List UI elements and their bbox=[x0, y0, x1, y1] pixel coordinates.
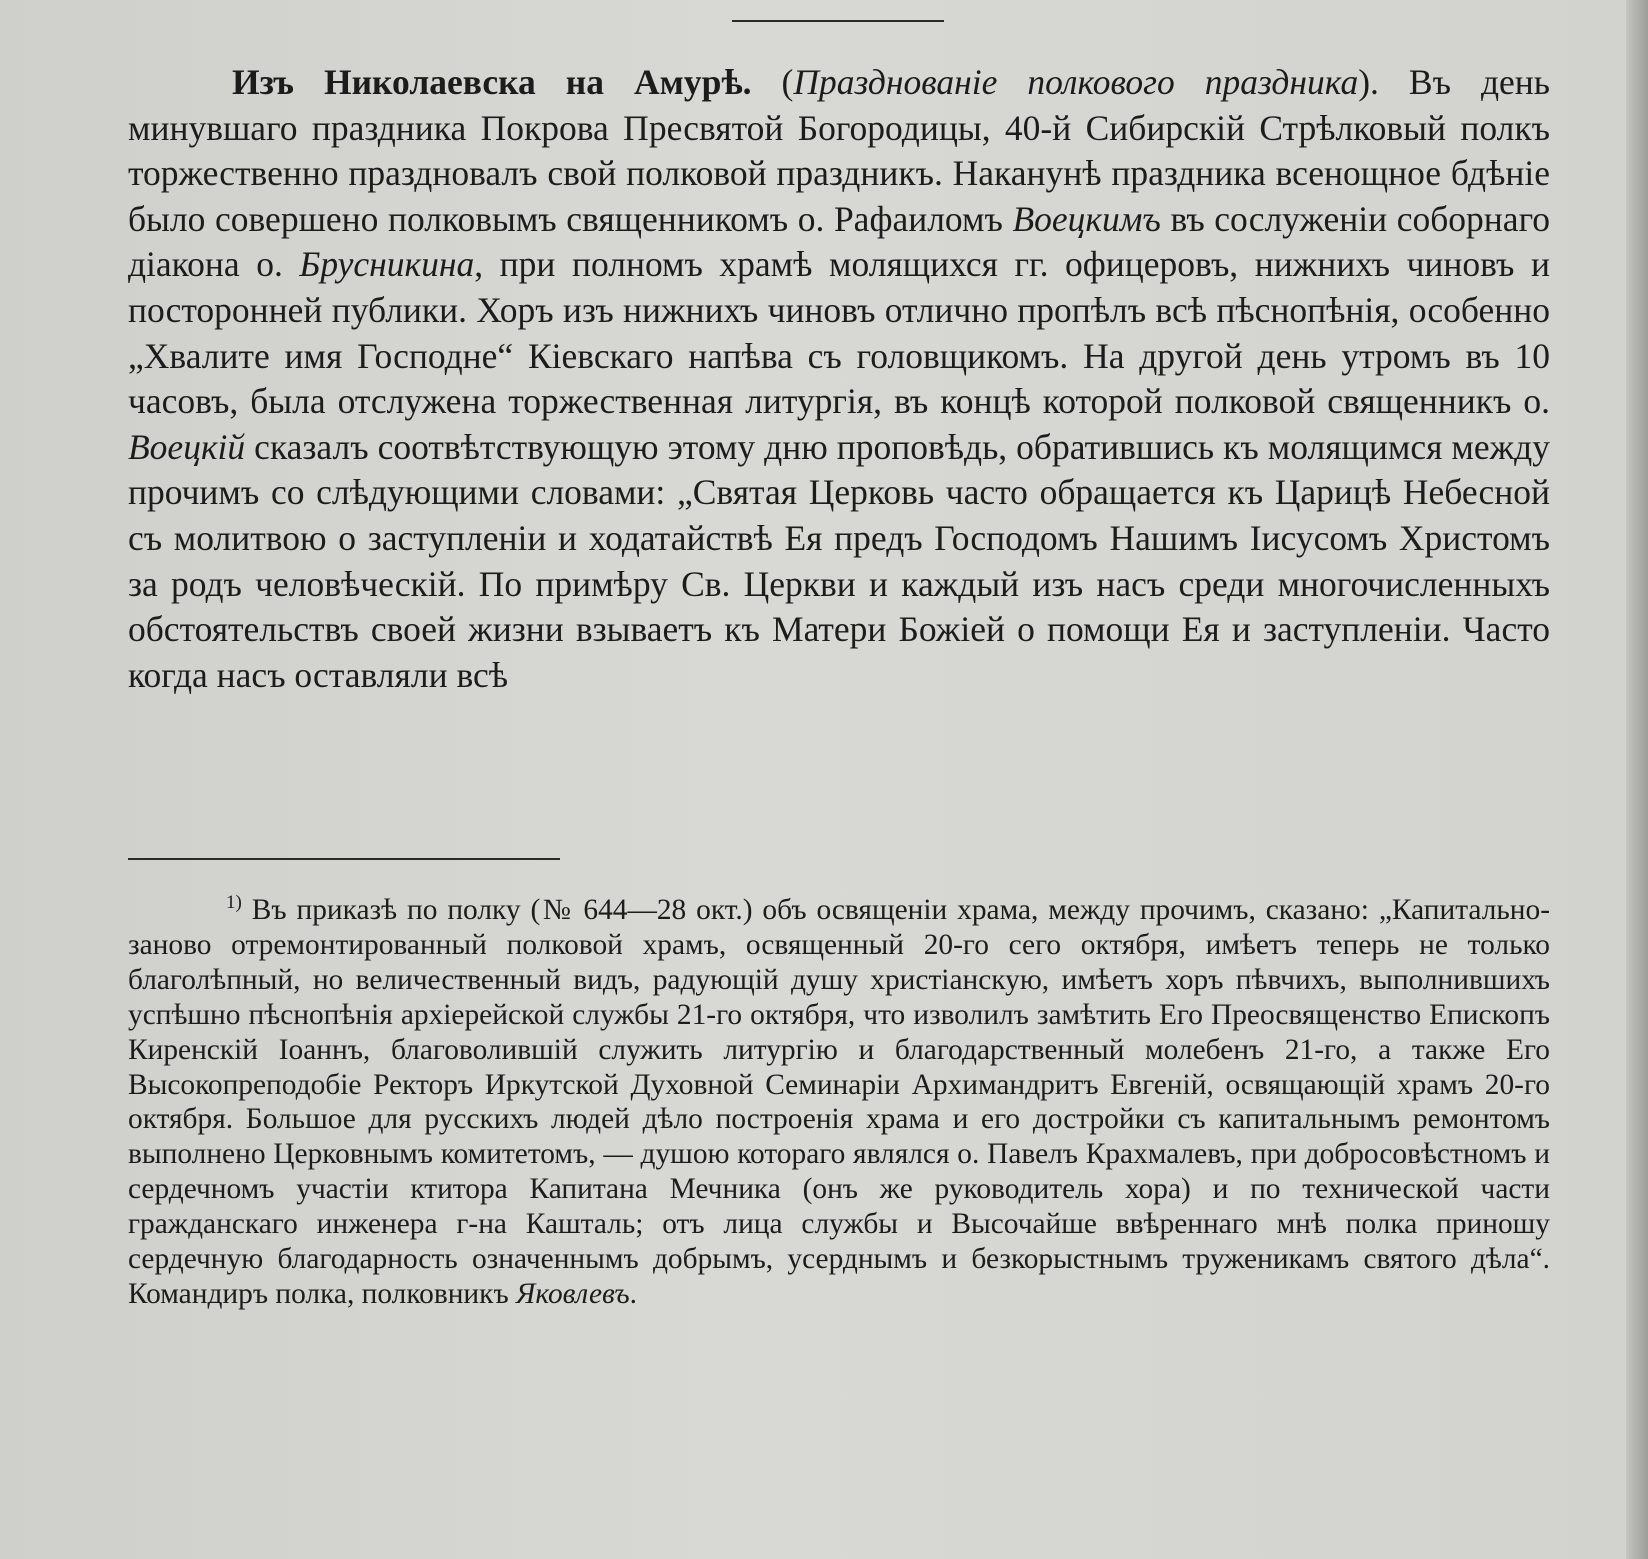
priest-name-voetsky-2: Воецкій bbox=[128, 426, 246, 467]
section-divider-rule bbox=[732, 20, 944, 22]
priest-name-voetsky: Воецкимъ bbox=[1012, 198, 1161, 239]
subheading-open-paren: ( bbox=[751, 62, 794, 102]
article-text-part-1: Въ день минувшаго праздника Покрова Пресвятой Богородицы, 40-й Сибирскій Стрѣлковый полкъ торжественно праздновалъ свой полковой праздникъ. Наканунѣ праздника всенощное бдѣніе было совершено полковымъ священникомъ о. Рафаиломъ bbox=[128, 62, 1550, 239]
article-text-part-3: , при полномъ храмѣ молящихся гг. офицеровъ, нижнихъ чиновъ и посторонней публики. Хоръ изъ нижнихъ чиновъ отлично пропѣлъ всѣ пѣснопѣнія, особенно „Хвалите имя Господне“ Кіевскаго напѣва съ головщикомъ. На другой день утромъ въ 10 часовъ, была отслужена торжественная литургія, въ концѣ которой полковой священникъ о. bbox=[128, 244, 1550, 422]
deacon-name-brusnikin: Брусникина bbox=[299, 244, 475, 285]
footnote-paragraph bbox=[128, 893, 1550, 1312]
subheading-close-paren: ). bbox=[1358, 62, 1379, 102]
footnote-end: . bbox=[629, 1277, 637, 1310]
footnote bbox=[128, 893, 1550, 1312]
article-text-part-4: сказалъ соотвѣтствующую этому дню проповѣдь, обратившись къ молящимся между прочимъ со слѣдующими словами: „Святая Церковь часто обращается къ Царицѣ Небесной съ молитвою о заступленіи и ходатайствѣ Ея предъ Господомъ Нашимъ Іисусомъ Христомъ за родъ человѣческій. По примѣру Св. Церкви и каждый изъ насъ среди многочисленныхъ обстоятельствъ своей жизни взываетъ къ Матери Божіей о помощи Ея и заступленіи. Часто когда насъ оставляли всѣ bbox=[128, 426, 1550, 695]
page-edge-shadow bbox=[1626, 0, 1648, 1559]
article-paragraph bbox=[128, 60, 1550, 698]
article-body bbox=[128, 60, 1550, 698]
article-text-part-2: въ сослуженіи соборнаго діакона о. bbox=[128, 198, 1550, 285]
article-subheading: Празднованіе полкового праздника bbox=[793, 62, 1359, 102]
footnote-signature: Яковлевъ bbox=[516, 1277, 630, 1310]
article-heading: Изъ Николаевска на Амурѣ. bbox=[232, 62, 752, 102]
footnote-marker: 1) bbox=[226, 892, 242, 914]
footnote-separator-rule bbox=[128, 858, 560, 860]
footnote-text: Въ приказѣ по полку (№ 644—28 окт.) объ освященіи храма, между прочимъ, сказано: „Капитально-заново отремонтированный полковой храмъ, освященный 20-го сего октября, имѣетъ теперь не только благолѣпный, но величественный видъ, радующій душу христіанскую, имѣетъ хоръ пѣвчихъ, выполнившихъ успѣшно пѣснопѣнія архіерейской службы 21-го октября, что изволилъ замѣтить Его Преосвященство Епископъ Киренскій Іоаннъ, благоволившій служить литургію и благодарственный молебенъ 21-го, а также Его Высокопреподобіе Ректоръ Иркутской Духовной Семинаріи Архимандритъ Евгеній, освящающій храмъ 20-го октября. Большое для русскихъ людей дѣло построенія храма и его достройки съ капитальнымъ ремонтомъ выполнено Церковнымъ комитетомъ, — душою котораго являлся о. Павелъ Крахмалевъ, при добросовѣстномъ и сердечномъ участіи ктитора Капитана Мечника (онъ же руководитель хора) и по технической части гражданскаго инженера г-на Кашталь; отъ лица службы и Высочайше ввѣреннаго мнѣ полка приношу сердечную благодарность означеннымъ добрымъ, усерднымъ и безкорыстнымъ труженикамъ святого дѣла“. Командиръ полка, полковникъ bbox=[128, 894, 1550, 1310]
